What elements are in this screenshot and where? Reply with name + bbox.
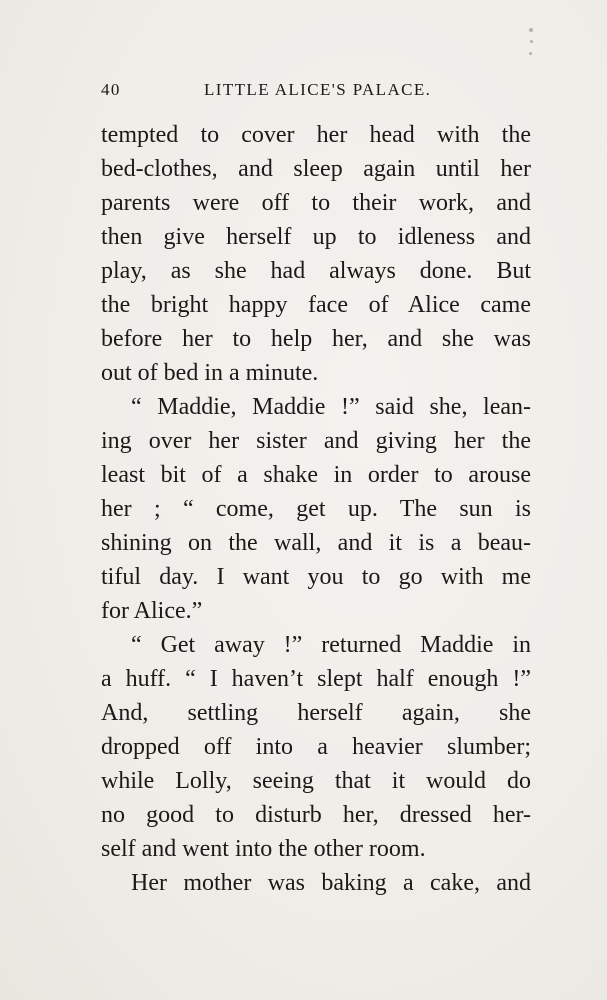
text-line: before her to help her, and she was (101, 326, 531, 352)
text-line: for Alice.” (101, 598, 203, 624)
text-line: self and went into the other room. (101, 836, 426, 862)
text-line: ing over her sister and giving her the (101, 428, 531, 454)
text-line: And, settling herself again, she (101, 700, 531, 726)
text-line: shining on the wall, and it is a beau- (101, 530, 531, 556)
text-line: no good to disturb her, dressed her- (101, 802, 531, 828)
text-line: while Lolly, seeing that it would do (101, 768, 531, 794)
running-head (101, 80, 531, 104)
page-number: 40 (101, 80, 121, 99)
text-line: a huff. “ I haven’t slept half enough !” (101, 666, 531, 692)
text-line: “ Get away !” returned Maddie in (131, 632, 531, 658)
body-text (101, 118, 531, 900)
text-line: Her mother was baking a cake, and (131, 870, 531, 896)
text-line: her ; “ come, get up. The sun is (101, 496, 531, 522)
text-line: “ Maddie, Maddie !” said she, lean- (131, 394, 531, 420)
text-line: parents were off to their work, and (101, 190, 531, 216)
text-line: then give herself up to idleness and (101, 224, 531, 250)
text-line: tiful day. I want you to go with me (101, 564, 531, 590)
text-line: the bright happy face of Alice came (101, 292, 531, 318)
text-line: out of bed in a minute. (101, 360, 319, 386)
text-line: dropped off into a heavier slumber; (101, 734, 531, 760)
text-line: least bit of a shake in order to arouse (101, 462, 531, 488)
text-line: tempted to cover her head with the (101, 122, 531, 148)
text-line: bed-clothes, and sleep again until her (101, 156, 531, 182)
paper-specks (527, 22, 537, 62)
text-line: play, as she had always done. But (101, 258, 531, 284)
running-title: LITTLE ALICE'S PALACE. (204, 80, 432, 99)
